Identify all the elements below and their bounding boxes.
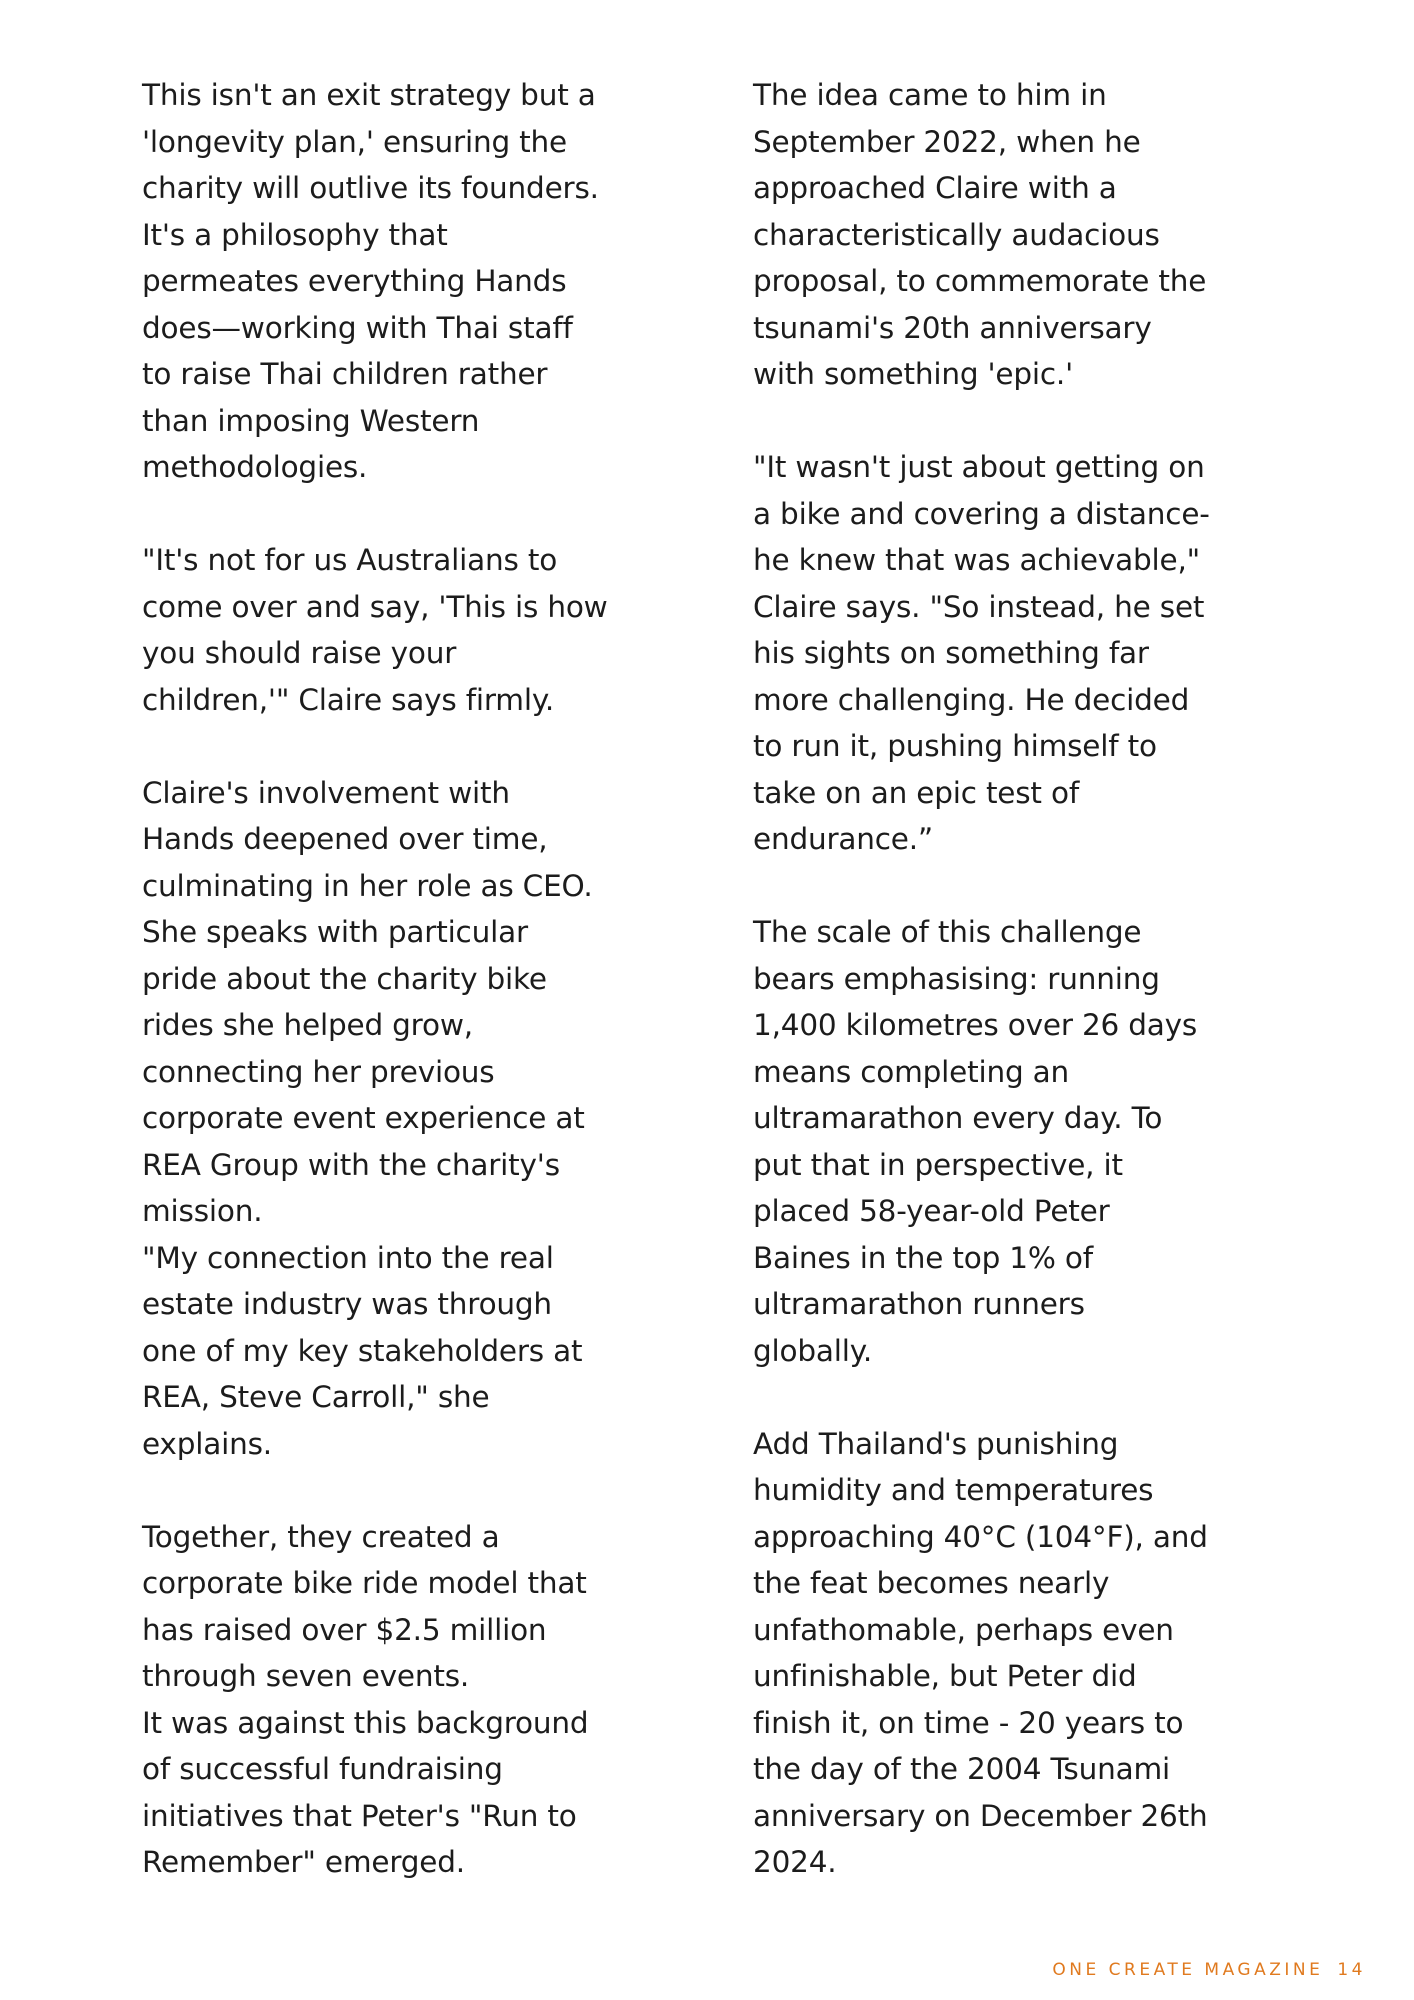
right-paragraph-2: "It wasn't just about getting on a bike and covering a distance- he knew that was achievable," Claire says. "So instead, he set his sights on something far more challenging. He decided to run it, pushing himself to take on an epic test of endurance.”	[753, 450, 1210, 856]
left-paragraph-1: This isn't an exit strategy but a 'longevity plan,' ensuring the charity will outlive its founders. It's a philosophy that permeates everything Hands does—working with Thai staff to raise Thai children rather than imposing Western methodologies.	[142, 78, 599, 484]
right-paragraph-3: The scale of this challenge bears emphasising: running 1,400 kilometres over 26 days means completing an ultramarathon every day. To put that in perspective, it placed 58-year-old Peter Baines in the top 1% of ultramarathon runners globally.	[753, 915, 1198, 1368]
paragraph-gap	[142, 491, 702, 538]
left-paragraph-3: Claire's involvement with Hands deepened over time, culminating in her role as CEO. She speaks with particular pride about the charity bike rides she helped grow, connecting her previous corporate event experience at REA Group with the charity's mission.	[142, 775, 593, 1228]
page-number: 14	[1337, 1960, 1366, 1980]
page-footer	[1052, 1960, 1366, 1980]
right-paragraph-1: The idea came to him in September 2022, when he approached Claire with a characteristically audacious proposal, to commemorate the tsunami's 20th anniversary with something 'epic.'	[753, 78, 1207, 391]
paragraph-gap	[753, 398, 1313, 445]
left-column	[142, 72, 702, 1886]
left-paragraph-6: It was against this background of successful fundraising initiatives that Peter's "Run to Remember" emerged.	[142, 1705, 589, 1879]
left-paragraph-4: "My connection into the real estate industry was through one of my key stakeholders at REA, Steve Carroll," she explains.	[142, 1240, 583, 1461]
left-paragraph-2: "It's not for us Australians to come over and say, 'This is how you should raise your children,'" Claire says firmly.	[142, 543, 608, 717]
left-paragraph-5: Together, they created a corporate bike ride model that has raised over $2.5 million through seven events.	[142, 1519, 587, 1693]
paragraph-gap	[753, 863, 1313, 910]
right-paragraph-4: Add Thailand's punishing humidity and temperatures approaching 40°C (104°F), and the feat becomes nearly unfathomable, perhaps even unfinishable, but Peter did finish it, on time - 20 years to the day of the 2004 Tsunami anniversary on December 26th 2024.	[753, 1426, 1208, 1879]
paragraph-gap	[753, 1374, 1313, 1421]
paragraph-gap	[142, 1467, 702, 1514]
paragraph-gap	[142, 723, 702, 770]
publication-name: ONE CREATE MAGAZINE	[1052, 1960, 1324, 1980]
right-column	[753, 72, 1313, 1886]
